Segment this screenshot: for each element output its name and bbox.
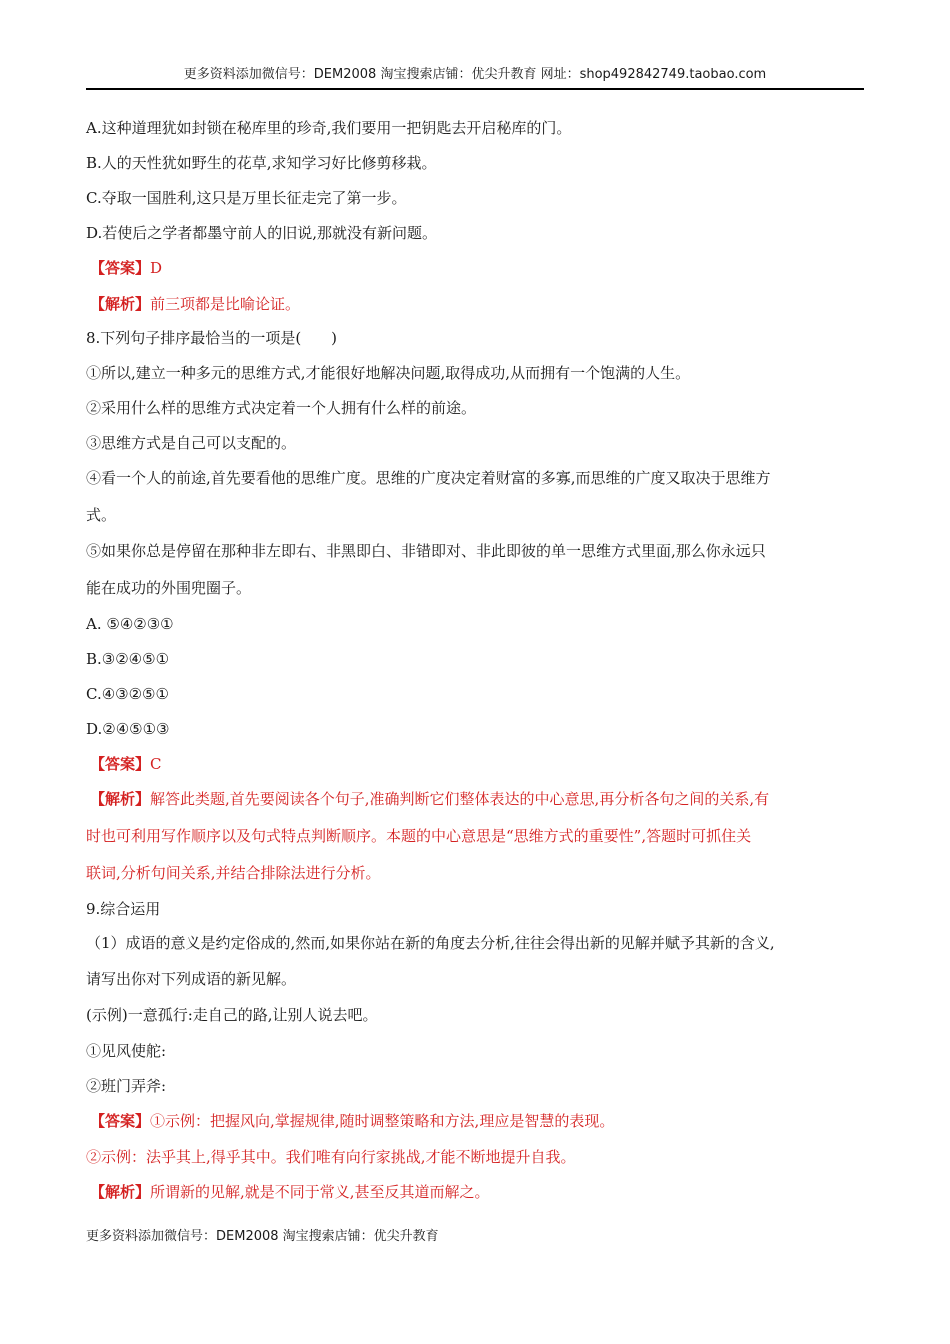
analysis-text: 解答此类题,首先要阅读各个句子,准确判断它们整体表达的中心意思,再分析各句之间的关系,有: [150, 790, 770, 808]
q9-item-1: ①见风使舵:: [86, 1042, 167, 1060]
q9-answer-line1: [86, 1111, 614, 1131]
q9-stem: 9.综合运用: [86, 900, 161, 918]
page-footer: 更多资料添加微信号：DEM2008 淘宝搜索店铺：优尖升教育: [86, 1229, 439, 1244]
q8-option-c: C.④③②⑤①: [86, 685, 169, 703]
q9-example: (示例)一意孤行:走自己的路,让别人说去吧。: [86, 1006, 378, 1024]
answer-value: C: [150, 755, 162, 773]
page-header: 更多资料添加微信号：DEM2008 淘宝搜索店铺：优尖升教育 网址：shop492842749.taobao.com: [86, 64, 864, 90]
q8-sentence-4-line2: 式。: [86, 506, 117, 524]
analysis-text: 前三项都是比喻论证。: [150, 295, 301, 313]
answer-text: ①示例：把握风向,掌握规律,随时调整策略和方法,理应是智慧的表现。: [150, 1112, 615, 1130]
q8-option-d: D.②④⑤①③: [86, 720, 170, 738]
q8-analysis-line2: 时也可利用写作顺序以及句式特点判断顺序。本题的中心意思是“思维方式的重要性”,答题时可抓住关: [86, 827, 752, 845]
q9-item-2: ②班门弄斧:: [86, 1077, 167, 1095]
analysis-label: 【解析】: [90, 295, 151, 313]
q9-prompt-line2: 请写出你对下列成语的新见解。: [86, 970, 297, 988]
analysis-text: 所谓新的见解,就是不同于常义,甚至反其道而解之。: [150, 1183, 490, 1201]
q8-stem: 8.下列句子排序最恰当的一项是( ): [86, 329, 338, 347]
q8-analysis-line1: [86, 789, 769, 809]
answer-label: 【答案】: [90, 259, 151, 277]
q8-option-a: A. ⑤④②③①: [86, 615, 174, 633]
q8-analysis-line3: 联词,分析句间关系,并结合排除法进行分析。: [86, 864, 381, 882]
answer-label: 【答案】: [90, 1112, 151, 1130]
q8-sentence-5-line1: ⑤如果你总是停留在那种非左即右、非黑即白、非错即对、非此即彼的单一思维方式里面,那么你永远只: [86, 542, 766, 560]
q8-sentence-4-line1: ④看一个人的前途,首先要看他的思维广度。思维的广度决定着财富的多寡,而思维的广度又取决于思维方: [86, 469, 771, 487]
q7-analysis: [86, 294, 300, 314]
q7-option-c: C.夺取一国胜利,这只是万里长征走完了第一步。: [86, 189, 407, 207]
q9-answer-line2: ②示例：法乎其上,得乎其中。我们唯有向行家挑战,才能不断地提升自我。: [86, 1148, 576, 1166]
q9-analysis: [86, 1182, 490, 1202]
answer-label: 【答案】: [90, 755, 151, 773]
q7-option-a: A.这种道理犹如封锁在秘库里的珍奇,我们要用一把钥匙去开启秘库的门。: [86, 119, 572, 137]
q8-answer: [86, 754, 162, 774]
q8-sentence-2: ②采用什么样的思维方式决定着一个人拥有什么样的前途。: [86, 399, 477, 417]
q8-sentence-1: ①所以,建立一种多元的思维方式,才能很好地解决问题,取得成功,从而拥有一个饱满的人生。: [86, 364, 691, 382]
q7-answer: [86, 258, 162, 278]
q9-prompt-line1: （1）成语的意义是约定俗成的,然而,如果你站在新的角度去分析,往往会得出新的见解并赋予其新的含义,: [86, 934, 775, 952]
analysis-label: 【解析】: [90, 790, 151, 808]
q8-sentence-3: ③思维方式是自己可以支配的。: [86, 434, 297, 452]
q8-sentence-5-line2: 能在成功的外围兜圈子。: [86, 579, 252, 597]
q7-option-b: B.人的天性犹如野生的花草,求知学习好比修剪移栽。: [86, 154, 437, 172]
q8-option-b: B.③②④⑤①: [86, 650, 170, 668]
answer-value: D: [150, 259, 163, 277]
q7-option-d: D.若使后之学者都墨守前人的旧说,那就没有新问题。: [86, 224, 438, 242]
analysis-label: 【解析】: [90, 1183, 151, 1201]
